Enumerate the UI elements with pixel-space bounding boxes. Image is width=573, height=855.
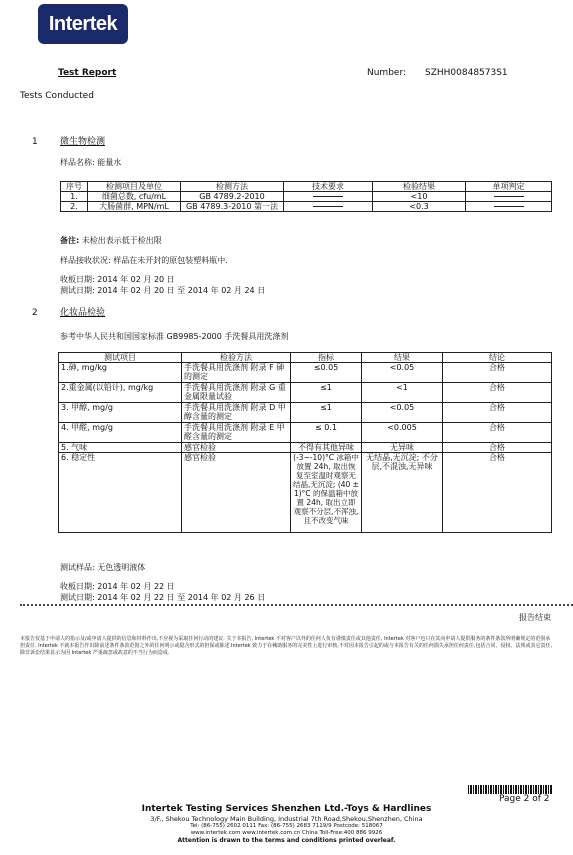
section1-note — [60, 236, 162, 246]
row-spec: ≤0.05 — [291, 363, 362, 383]
row-verdict — [466, 202, 552, 212]
table-row — [59, 453, 552, 533]
row-verdict — [466, 192, 552, 202]
col-result: 检验结果 — [373, 182, 466, 192]
row-verdict: 合格 — [443, 443, 552, 453]
row-method: 感官检验 — [182, 443, 291, 453]
section2-received-date: 收板日期: 2014 年 02 月 22 日 — [60, 582, 175, 591]
footer-phones: Tel: (86-755) 2602 0111 Fax: (86-755) 2683 7119/9 Postcode: 518067 — [190, 823, 383, 829]
row-spec: (-3~-10)°C 冰箱中放置 24h, 取出恢复至室温时观察无结晶,无沉淀; (40 ± 1)°C 的保温箱中放置 24h, 取出立即观察不分层,不浑浊,且不改变气味 — [291, 453, 362, 533]
row-result: <0.05 — [362, 403, 443, 423]
row-spec: ≤1 — [291, 383, 362, 403]
row-method: 手洗餐具用洗涤剂 附录 D 甲醇含量的测定 — [182, 403, 291, 423]
row-result: <0.005 — [362, 423, 443, 443]
table-row — [59, 383, 552, 403]
row-result: <0.05 — [362, 363, 443, 383]
row-item: 5. 气味 — [59, 443, 182, 453]
divider — [20, 604, 573, 606]
row-requirement — [284, 202, 373, 212]
section2-reference: 参考中华人民共和国国家标准 GB9985-2000 手洗餐具用洗涤剂 — [60, 332, 289, 341]
row-result: <1 — [362, 383, 443, 403]
table-row — [59, 363, 552, 383]
section2-sample: 测试样品: 无色透明液体 — [60, 563, 146, 572]
col-verdict: 结论 — [443, 353, 552, 363]
row-item: 细菌总数, cfu/mL — [88, 192, 181, 202]
row-method: 感官检验 — [182, 453, 291, 533]
row-item: 6. 稳定性 — [59, 453, 182, 533]
col-no: 序号 — [61, 182, 88, 192]
row-no: 2. — [61, 202, 88, 212]
row-result: <10 — [373, 192, 466, 202]
row-result: 无异味 — [362, 443, 443, 453]
received-date: 收板日期: 2014 年 02 月 20 日 — [60, 275, 175, 284]
row-spec: 不得有其他异味 — [291, 443, 362, 453]
row-item: 1.砷, mg/kg — [59, 363, 182, 383]
table-header-row — [61, 182, 552, 192]
row-verdict: 合格 — [443, 363, 552, 383]
table-row — [59, 423, 552, 443]
table-row — [59, 403, 552, 423]
section1-sample-name: 样品名称: 能量水 — [60, 158, 122, 167]
table-header-row — [59, 353, 552, 363]
section2-number: 2 — [32, 308, 38, 318]
col-result: 结果 — [362, 353, 443, 363]
number-label: Number: — [367, 68, 407, 78]
col-requirement: 技术要求 — [284, 182, 373, 192]
cosmetics-table — [58, 352, 552, 533]
row-method: 手洗餐具用洗涤剂 附录 G 重金属限量试验 — [182, 383, 291, 403]
col-method: 检验方法 — [182, 353, 291, 363]
row-method: GB 4789.2-2010 — [181, 192, 284, 202]
col-item: 检测项目及单位 — [88, 182, 181, 192]
row-verdict: 合格 — [443, 403, 552, 423]
intertek-logo: Intertek — [38, 4, 128, 44]
row-item: 大肠菌群, MPN/mL — [88, 202, 181, 212]
col-spec: 指标 — [291, 353, 362, 363]
row-result: <0.3 — [373, 202, 466, 212]
col-item: 测试项目 — [59, 353, 182, 363]
sample-receipt: 样品接收状况: 样品在未开封的原包装塑料瓶中. — [60, 256, 228, 265]
tests-conducted: Tests Conducted — [20, 91, 94, 101]
report-number: SZHH00848573S1 — [425, 68, 508, 78]
section1-number: 1 — [32, 137, 38, 147]
row-result: 无结晶,无沉淀; 不分层,不混浊,无异味 — [362, 453, 443, 533]
barcode — [468, 785, 552, 794]
report-label: Test Report — [58, 68, 117, 78]
row-item: 4. 甲醛, mg/g — [59, 423, 182, 443]
microbiology-table — [60, 181, 552, 212]
note-text: 未检出表示低于检出限 — [81, 236, 162, 245]
footer-attention: Attention is drawn to the terms and conditions printed overleaf. — [177, 837, 396, 844]
section2-title: 化妆品检验 — [60, 308, 106, 318]
end-of-report: 报告结束 — [519, 613, 551, 622]
row-verdict: 合格 — [443, 423, 552, 443]
section1-title: 微生物检测 — [60, 137, 106, 147]
footer-company: Intertek Testing Services Shenzhen Ltd.-Toys & Hardlines — [141, 804, 432, 814]
table-row — [59, 443, 552, 453]
row-method: 手洗餐具用洗涤剂 附录 E 甲醛含量的测定 — [182, 423, 291, 443]
section2-test-date: 测试日期: 2014 年 02 月 22 日 至 2014 年 02 月 26 日 — [60, 593, 266, 602]
footer-address: 3/F., Shekou Technology Main Building, Industrial 7th Road,Shekou,Shenzhen, China — [150, 815, 423, 823]
row-spec: ≤1 — [291, 403, 362, 423]
page-number: Page 2 of 2 — [499, 794, 550, 804]
row-item: 3. 甲醇, mg/g — [59, 403, 182, 423]
disclaimer: 本报告仅基于申请人的指示及/或申请人提供的信息和材料作出,不应视为采取任何行动的建议. 关于本报告, Intertek 不对客户以外的任何人负有谨慎责任或其他责任, Intertek 对客户也只在其向申请人提供服务的条件条款所明确规定的范围承担责任. Intertek 不就本报告作出除前述条件条款范围之外的任何明示或隐含形式的担保或陈述.Intertek 致力于在赖助服务的完美性上进行审核,不对因本报告引起的或与本报告有关的任何损失承担任何责任,包括合同、侵权、法规或其它责任,除非诉讼结果显示为因 Intertek 严重疏忽或故意的不当行为而造成. — [20, 636, 553, 656]
row-item: 2.重金属(以铅计), mg/kg — [59, 383, 182, 403]
table-row — [61, 202, 552, 212]
note-label: 备注: — [60, 236, 80, 245]
row-method: GB 4789.3-2010 第一法 — [181, 202, 284, 212]
table-row — [61, 192, 552, 202]
col-verdict: 单项判定 — [466, 182, 552, 192]
row-requirement — [284, 192, 373, 202]
row-verdict: 合格 — [443, 453, 552, 533]
row-spec: ≤ 0.1 — [291, 423, 362, 443]
footer-web: www.intertek.com www.intertek.com.cn China Toll-Free:400 886 9926 — [190, 830, 383, 836]
col-method: 检测方法 — [181, 182, 284, 192]
test-date: 测试日期: 2014 年 02 月 20 日 至 2014 年 02 月 24 日 — [60, 286, 266, 295]
row-verdict: 合格 — [443, 383, 552, 403]
row-method: 手洗餐具用洗涤剂 附录 F 砷的测定 — [182, 363, 291, 383]
row-no: 1. — [61, 192, 88, 202]
